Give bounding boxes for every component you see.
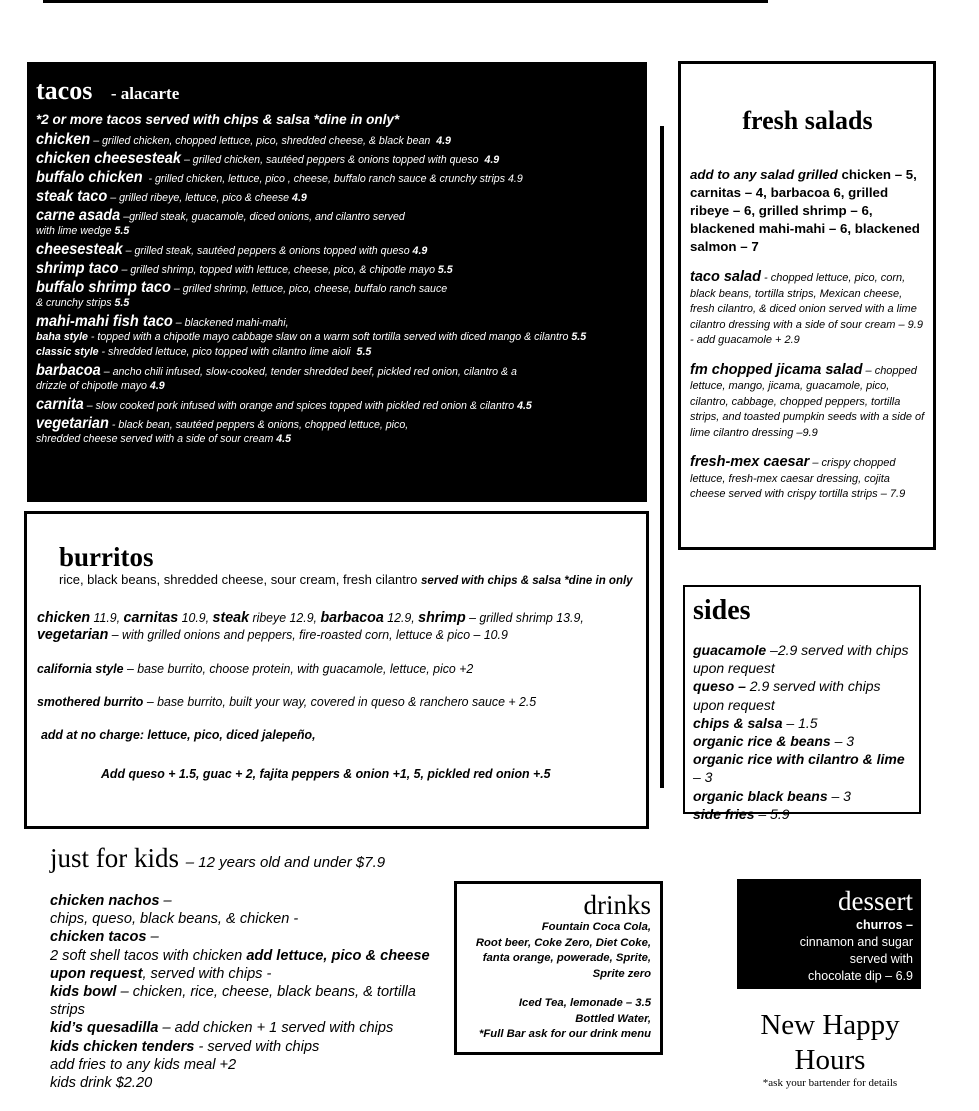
taco-item-continued: & crunchy strips 5.5	[36, 297, 130, 309]
kids-item: kids bowl – chicken, rice, cheese, black beans, & tortilla strips	[50, 984, 416, 1019]
sides-list	[693, 641, 909, 823]
side-item: guacamole –2.9 served with chips upon request	[693, 642, 909, 677]
salad-item: taco salad - chopped lettuce, pico, corn, black beans, tortilla strips, Mexican cheese, fresh cilantro, & diced onion served with a lime cilantro dressing with a side of sour cream – 9.9 - add guacamole + 2.9	[690, 269, 923, 346]
burrito-add-ons: Add queso + 1.5, guac + 2, fajita peppers & onion +1, 5, pickled red onion +.5	[101, 766, 551, 781]
tacos-section	[27, 62, 647, 502]
drinks-line: *Full Bar ask for our drink menu	[479, 1028, 651, 1040]
burrito-california: california style – base burrito, choose protein, with guacamole, lettuce, pico +2	[37, 661, 474, 676]
tacos-title: tacos	[36, 76, 93, 105]
salad-item: fresh-mex caesar – crispy chopped lettuce, fresh-mex caesar dressing, cojita cheese served with crispy tortilla strips – 7.9	[690, 454, 906, 500]
salads-section	[678, 61, 936, 550]
dessert-line: cinnamon and sugar	[799, 935, 913, 949]
taco-item: chicken cheesesteak – grilled chicken, sautéed peppers & onions topped with queso 4.9	[36, 150, 500, 167]
drinks-line: Iced Tea, lemonade – 3.5	[518, 997, 651, 1009]
taco-item: carne asada –grilled steak, guacamole, diced onions, and cilantro served	[36, 207, 405, 224]
burrito-no-charge: add at no charge: lettuce, pico, diced jalepeño,	[41, 727, 316, 742]
side-item: organic rice with cilantro & lime – 3	[693, 751, 905, 786]
mahi-style: classic style - shredded lettuce, pico topped with cilantro lime aioli 5.5	[36, 346, 372, 358]
top-rule	[43, 0, 768, 3]
burrito-proteins: chicken 11.9, carnitas 10.9, steak ribeye 12.9, barbacoa 12.9, shrimp – grilled shrimp 13.9,	[37, 609, 584, 626]
drinks-line: Root beer, Coke Zero, Diet Coke,	[475, 936, 651, 949]
drinks-title: drinks	[583, 890, 651, 920]
sides-section	[683, 585, 921, 822]
side-item: organic black beans – 3	[693, 787, 851, 804]
kids-item: chicken nachos –	[50, 893, 172, 909]
kids-drink: kids drink $2.20	[50, 1075, 153, 1092]
dessert-line: chocolate dip – 6.9	[808, 969, 913, 983]
kids-item: kid’s quesadilla – add chicken + 1 served with chips	[50, 1020, 394, 1037]
sides-title: sides	[693, 595, 751, 626]
burritos-title: burritos	[59, 542, 154, 572]
burrito-vegetarian: vegetarian – with grilled onions and peppers, fire-roasted corn, lettuce & pico – 10.9	[37, 626, 508, 643]
taco-item: buffalo chicken - grilled chicken, lettuce, pico , cheese, buffalo ranch sauce & crunchy strips 4.9	[36, 169, 523, 186]
salad-addons: add to any salad grilled chicken – 5, carnitas – 4, barbacoa 6, grilled ribeye – 6, grilled shrimp – 6, blackened mahi-mahi – 6, blackened salmon – 7	[690, 167, 920, 254]
happy-hours-title: New Happy Hours	[760, 1009, 900, 1076]
taco-item-continued: drizzle of chipotle mayo 4.9	[36, 380, 165, 392]
kids-item-desc: 2 soft shell tacos with chicken add lettuce, pico & cheese upon request, served with chips -	[50, 947, 430, 982]
kids-list	[50, 892, 450, 1092]
drinks-section	[454, 881, 663, 1055]
taco-item: mahi-mahi fish taco – blackened mahi-mahi,	[36, 313, 289, 330]
dessert-section	[737, 879, 921, 989]
vertical-divider	[660, 126, 664, 788]
burritos-section	[24, 511, 649, 829]
side-item: chips & salsa – 1.5	[693, 714, 818, 731]
kids-item-desc: chips, queso, black beans, & chicken -	[50, 911, 299, 928]
drinks-line: Sprite zero	[592, 967, 651, 980]
kids-item: kids chicken tenders - served with chips	[50, 1038, 320, 1055]
taco-item: cheesesteak – grilled steak, sautéed peppers & onions topped with queso 4.9	[36, 241, 428, 258]
side-item: organic rice & beans – 3	[693, 733, 855, 750]
drinks-line: Bottled Water,	[575, 1012, 651, 1025]
side-item: side fries – 5.9	[693, 805, 790, 822]
salads-title: fresh salads	[742, 106, 873, 135]
kids-title: just for kids – 12 years old and under $7.9	[50, 843, 386, 873]
kids-item: chicken tacos –	[50, 929, 159, 946]
taco-item: carnita – slow cooked pork infused with orange and spices topped with pickled red onion & cilantro 4.5	[36, 396, 532, 413]
drinks-line: fanta orange, powerade, Sprite,	[482, 952, 651, 964]
kids-section	[50, 843, 450, 1092]
taco-item: buffalo shrimp taco – grilled shrimp, lettuce, pico, cheese, buffalo ranch sauce	[36, 279, 448, 296]
burritos-intro: rice, black beans, shredded cheese, sour cream, fresh cilantro served with chips & salsa *dine in only	[59, 572, 633, 587]
salad-item: fm chopped jicama salad – chopped lettuce, mango, jicama, guacamole, pico, cilantro, cabbage, chopped peppers, tortilla strips, and toasted pumpkin seeds with a side of lime cilantro dressing –9.9	[690, 361, 925, 439]
taco-item: steak taco – grilled ribeye, lettuce, pico & cheese 4.9	[36, 188, 307, 205]
taco-item-continued: shredded cheese served with a side of sour cream 4.5	[36, 433, 292, 445]
burrito-smothered: smothered burrito – base burrito, built your way, covered in queso & ranchero sauce + 2.5	[37, 694, 537, 709]
tacos-subtitle: - alacarte	[110, 84, 180, 103]
mahi-style: baha style - topped with a chipotle mayo cabbage slaw on a warm soft tortilla served with diced mango & cilantro 5.5	[36, 331, 587, 343]
dessert-name: churros –	[856, 918, 913, 932]
dessert-line: served with	[849, 952, 913, 966]
side-item: queso – 2.9 served with chips upon request	[693, 678, 881, 713]
taco-item-continued: with lime wedge 5.5	[36, 225, 130, 237]
taco-item: shrimp taco – grilled shrimp, topped with lettuce, cheese, pico, & chipotle mayo 5.5	[36, 260, 453, 277]
taco-item: vegetarian - black bean, sautéed peppers & onions, chopped lettuce, pico,	[36, 415, 409, 432]
taco-item: barbacoa – ancho chili infused, slow-cooked, tender shredded beef, pickled red onion, cilantro & a	[36, 362, 517, 379]
taco-item: chicken – grilled chicken, chopped lettuce, pico, shredded cheese, & black bean 4.9	[36, 131, 451, 148]
kids-fries: add fries to any kids meal +2	[50, 1056, 237, 1073]
dessert-title: dessert	[838, 886, 913, 916]
drinks-line: Fountain Coca Cola,	[541, 921, 651, 933]
tacos-heading	[36, 76, 647, 109]
happy-hours-note: *ask your bartender for details	[762, 1077, 898, 1089]
tacos-intro: *2 or more tacos served with chips & salsa *dine in only*	[36, 112, 400, 127]
